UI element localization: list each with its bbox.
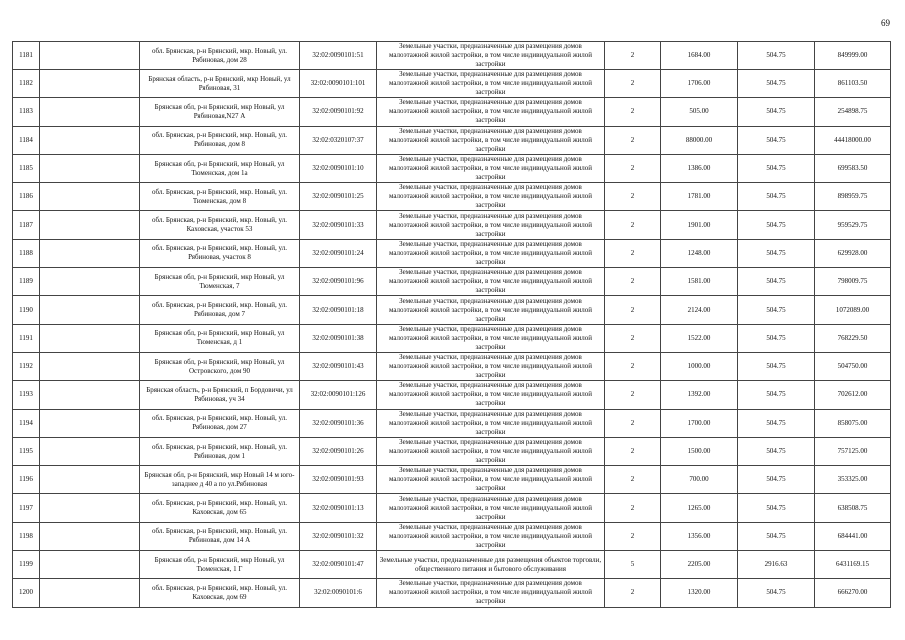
row-number: 1187 bbox=[13, 211, 40, 239]
row-number: 1192 bbox=[13, 352, 40, 380]
cadastral-number-cell: 32:02:0090101:26 bbox=[300, 437, 377, 465]
cadastral-number-cell: 32:02:0090101:43 bbox=[300, 352, 377, 380]
group-code-cell: 2 bbox=[605, 211, 661, 239]
table-row bbox=[13, 211, 891, 239]
group-code-cell: 5 bbox=[605, 551, 661, 579]
specific-value-cell: 504.75 bbox=[738, 126, 815, 154]
cadastral-value-cell: 702612.00 bbox=[815, 381, 891, 409]
specific-value-cell: 504.75 bbox=[738, 522, 815, 550]
spacer-cell bbox=[40, 296, 140, 324]
row-number: 1200 bbox=[13, 579, 40, 607]
row-number: 1185 bbox=[13, 154, 40, 182]
spacer-cell bbox=[40, 352, 140, 380]
area-cell: 1581.00 bbox=[661, 268, 738, 296]
spacer-cell bbox=[40, 42, 140, 70]
table-body bbox=[13, 42, 891, 608]
land-use-cell: Земельные участки, предназначенные для размещения домов малоэтажной жилой застройки, в том числе индивидуальной жилой застройки bbox=[377, 437, 605, 465]
spacer-cell bbox=[40, 70, 140, 98]
row-number: 1197 bbox=[13, 494, 40, 522]
cadastral-number-cell: 32:02:0090101:32 bbox=[300, 522, 377, 550]
spacer-cell bbox=[40, 522, 140, 550]
land-use-cell: Земельные участки, предназначенные для размещения домов малоэтажной жилой застройки, в том числе индивидуальной жилой застройки bbox=[377, 211, 605, 239]
area-cell: 1000.00 bbox=[661, 352, 738, 380]
cadastral-number-cell: 32:02:0090101:47 bbox=[300, 551, 377, 579]
address-cell: обл. Брянская, р-н Брянский, мкр. Новый, ул. Рябиновая, дом 28 bbox=[140, 42, 300, 70]
cadastral-value-cell: 504750.00 bbox=[815, 352, 891, 380]
specific-value-cell: 504.75 bbox=[738, 324, 815, 352]
group-code-cell: 2 bbox=[605, 352, 661, 380]
cadastral-value-cell: 254898.75 bbox=[815, 98, 891, 126]
land-use-cell: Земельные участки, предназначенные для размещения домов малоэтажной жилой застройки, в том числе индивидуальной жилой застройки bbox=[377, 409, 605, 437]
cadastral-value-cell: 666270.00 bbox=[815, 579, 891, 607]
cadastral-number-cell: 32:02:0090101:51 bbox=[300, 42, 377, 70]
address-cell: обл. Брянская, р-н Брянский, мкр. Новый, ул. Каховская, участок 53 bbox=[140, 211, 300, 239]
row-number: 1199 bbox=[13, 551, 40, 579]
row-number: 1194 bbox=[13, 409, 40, 437]
cadastral-value-table bbox=[12, 41, 891, 608]
row-number: 1198 bbox=[13, 522, 40, 550]
table-row bbox=[13, 352, 891, 380]
page-number: 69 bbox=[881, 18, 890, 28]
area-cell: 1684.00 bbox=[661, 42, 738, 70]
specific-value-cell: 504.75 bbox=[738, 268, 815, 296]
cadastral-value-cell: 959529.75 bbox=[815, 211, 891, 239]
table-row bbox=[13, 409, 891, 437]
spacer-cell bbox=[40, 268, 140, 296]
cadastral-number-cell: 32:02:0090101:101 bbox=[300, 70, 377, 98]
row-number: 1196 bbox=[13, 466, 40, 494]
specific-value-cell: 504.75 bbox=[738, 211, 815, 239]
address-cell: Брянская обл, р-н Брянский, мкр Новый, ул Тюменская, 7 bbox=[140, 268, 300, 296]
area-cell: 1522.00 bbox=[661, 324, 738, 352]
table-row bbox=[13, 381, 891, 409]
cadastral-value-cell: 757125.00 bbox=[815, 437, 891, 465]
spacer-cell bbox=[40, 409, 140, 437]
cadastral-value-cell: 849999.00 bbox=[815, 42, 891, 70]
spacer-cell bbox=[40, 494, 140, 522]
cadastral-number-cell: 32:02:0320107:37 bbox=[300, 126, 377, 154]
cadastral-value-cell: 699583.50 bbox=[815, 154, 891, 182]
spacer-cell bbox=[40, 551, 140, 579]
land-use-cell: Земельные участки, предназначенные для размещения домов малоэтажной жилой застройки, в том числе индивидуальной жилой застройки bbox=[377, 381, 605, 409]
cadastral-value-cell: 638508.75 bbox=[815, 494, 891, 522]
cadastral-number-cell: 32:02:0090101:18 bbox=[300, 296, 377, 324]
area-cell: 2124.00 bbox=[661, 296, 738, 324]
land-use-cell: Земельные участки, предназначенные для размещения домов малоэтажной жилой застройки, в том числе индивидуальной жилой застройки bbox=[377, 352, 605, 380]
land-use-cell: Земельные участки, предназначенные для размещения домов малоэтажной жилой застройки, в том числе индивидуальной жилой застройки bbox=[377, 466, 605, 494]
group-code-cell: 2 bbox=[605, 154, 661, 182]
area-cell: 1392.00 bbox=[661, 381, 738, 409]
cadastral-value-cell: 629928.00 bbox=[815, 239, 891, 267]
address-cell: Брянская обл, р-н Брянский, мкр Новый, ул Тюменская, д 1 bbox=[140, 324, 300, 352]
cadastral-number-cell: 32:02:0090101:93 bbox=[300, 466, 377, 494]
specific-value-cell: 2916.63 bbox=[738, 551, 815, 579]
land-use-cell: Земельные участки, предназначенные для размещения домов малоэтажной жилой застройки, в том числе индивидуальной жилой застройки bbox=[377, 522, 605, 550]
spacer-cell bbox=[40, 98, 140, 126]
cadastral-value-cell: 44418000.00 bbox=[815, 126, 891, 154]
spacer-cell bbox=[40, 437, 140, 465]
address-cell: обл. Брянская, р-н Брянский, мкр. Новый, ул. Рябиновая, дом 14 А bbox=[140, 522, 300, 550]
group-code-cell: 2 bbox=[605, 579, 661, 607]
cadastral-value-cell: 798009.75 bbox=[815, 268, 891, 296]
area-cell: 1248.00 bbox=[661, 239, 738, 267]
group-code-cell: 2 bbox=[605, 494, 661, 522]
land-use-cell: Земельные участки, предназначенные для размещения домов малоэтажной жилой застройки, в том числе индивидуальной жилой застройки bbox=[377, 268, 605, 296]
row-number: 1186 bbox=[13, 183, 40, 211]
table-row bbox=[13, 98, 891, 126]
area-cell: 2205.00 bbox=[661, 551, 738, 579]
address-cell: обл. Брянская, р-н Брянский, мкр. Новый, ул. Рябиновая, дом 27 bbox=[140, 409, 300, 437]
area-cell: 1265.00 bbox=[661, 494, 738, 522]
group-code-cell: 2 bbox=[605, 70, 661, 98]
spacer-cell bbox=[40, 183, 140, 211]
table-row bbox=[13, 268, 891, 296]
group-code-cell: 2 bbox=[605, 409, 661, 437]
group-code-cell: 2 bbox=[605, 381, 661, 409]
table-row bbox=[13, 437, 891, 465]
land-use-cell: Земельные участки, предназначенные для размещения домов малоэтажной жилой застройки, в том числе индивидуальной жилой застройки bbox=[377, 494, 605, 522]
cadastral-number-cell: 32:02:0090101:126 bbox=[300, 381, 377, 409]
group-code-cell: 2 bbox=[605, 296, 661, 324]
row-number: 1182 bbox=[13, 70, 40, 98]
spacer-cell bbox=[40, 154, 140, 182]
land-use-cell: Земельные участки, предназначенные для размещения домов малоэтажной жилой застройки, в том числе индивидуальной жилой застройки bbox=[377, 579, 605, 607]
area-cell: 1320.00 bbox=[661, 579, 738, 607]
land-use-cell: Земельные участки, предназначенные для размещения домов малоэтажной жилой застройки, в том числе индивидуальной жилой застройки bbox=[377, 324, 605, 352]
land-use-cell: Земельные участки, предназначенные для размещения домов малоэтажной жилой застройки, в том числе индивидуальной жилой застройки bbox=[377, 126, 605, 154]
spacer-cell bbox=[40, 324, 140, 352]
area-cell: 1901.00 bbox=[661, 211, 738, 239]
specific-value-cell: 504.75 bbox=[738, 579, 815, 607]
cadastral-number-cell: 32:02:0090101:38 bbox=[300, 324, 377, 352]
address-cell: обл. Брянская, р-н Брянский, мкр. Новый, ул. Тюменская, дом 8 bbox=[140, 183, 300, 211]
group-code-cell: 2 bbox=[605, 239, 661, 267]
group-code-cell: 2 bbox=[605, 98, 661, 126]
spacer-cell bbox=[40, 579, 140, 607]
table-row bbox=[13, 522, 891, 550]
table-row bbox=[13, 154, 891, 182]
address-cell: Брянская обл, р-н Брянский, мкр Новый, ул Островского, дом 90 bbox=[140, 352, 300, 380]
address-cell: обл. Брянская, р-н Брянский, мкр. Новый, ул. Рябиновая, дом 8 bbox=[140, 126, 300, 154]
specific-value-cell: 504.75 bbox=[738, 437, 815, 465]
table-row bbox=[13, 551, 891, 579]
table-row bbox=[13, 296, 891, 324]
address-cell: обл. Брянская, р-н Брянский, мкр. Новый, ул. Каховская, дом 65 bbox=[140, 494, 300, 522]
row-number: 1193 bbox=[13, 381, 40, 409]
specific-value-cell: 504.75 bbox=[738, 466, 815, 494]
row-number: 1184 bbox=[13, 126, 40, 154]
spacer-cell bbox=[40, 381, 140, 409]
group-code-cell: 2 bbox=[605, 324, 661, 352]
row-number: 1195 bbox=[13, 437, 40, 465]
row-number: 1188 bbox=[13, 239, 40, 267]
address-cell: Брянская область, р-н Брянский, п Бордовичи, ул Рябиновая, уч 34 bbox=[140, 381, 300, 409]
cadastral-value-cell: 858075.00 bbox=[815, 409, 891, 437]
area-cell: 1781.00 bbox=[661, 183, 738, 211]
specific-value-cell: 504.75 bbox=[738, 42, 815, 70]
address-cell: Брянская область, р-н Брянский, мкр Новый, ул Рябиновая, 31 bbox=[140, 70, 300, 98]
cadastral-value-cell: 861103.50 bbox=[815, 70, 891, 98]
cadastral-value-cell: 684441.00 bbox=[815, 522, 891, 550]
land-use-cell: Земельные участки, предназначенные для размещения домов малоэтажной жилой застройки, в том числе индивидуальной жилой застройки bbox=[377, 42, 605, 70]
group-code-cell: 2 bbox=[605, 268, 661, 296]
land-use-cell: Земельные участки, предназначенные для размещения домов малоэтажной жилой застройки, в том числе индивидуальной жилой застройки bbox=[377, 98, 605, 126]
row-number: 1183 bbox=[13, 98, 40, 126]
specific-value-cell: 504.75 bbox=[738, 239, 815, 267]
spacer-cell bbox=[40, 211, 140, 239]
spacer-cell bbox=[40, 466, 140, 494]
address-cell: обл. Брянская, р-н Брянский, мкр. Новый, ул. Рябиновая, участок 8 bbox=[140, 239, 300, 267]
cadastral-number-cell: 32:02:0090101:13 bbox=[300, 494, 377, 522]
specific-value-cell: 504.75 bbox=[738, 183, 815, 211]
land-use-cell: Земельные участки, предназначенные для размещения объектов торговли, общественного питания и бытового обслуживания bbox=[377, 551, 605, 579]
cadastral-number-cell: 32:02:0090101:24 bbox=[300, 239, 377, 267]
row-number: 1181 bbox=[13, 42, 40, 70]
area-cell: 1700.00 bbox=[661, 409, 738, 437]
table-row bbox=[13, 466, 891, 494]
area-cell: 1706.00 bbox=[661, 70, 738, 98]
group-code-cell: 2 bbox=[605, 42, 661, 70]
specific-value-cell: 504.75 bbox=[738, 98, 815, 126]
specific-value-cell: 504.75 bbox=[738, 352, 815, 380]
group-code-cell: 2 bbox=[605, 126, 661, 154]
row-number: 1191 bbox=[13, 324, 40, 352]
cadastral-value-cell: 6431169.15 bbox=[815, 551, 891, 579]
spacer-cell bbox=[40, 239, 140, 267]
address-cell: Брянская обл, р-н Брянский, мкр Новый, ул Рябиновая,N27 А bbox=[140, 98, 300, 126]
land-use-cell: Земельные участки, предназначенные для размещения домов малоэтажной жилой застройки, в том числе индивидуальной жилой застройки bbox=[377, 296, 605, 324]
spacer-cell bbox=[40, 126, 140, 154]
cadastral-value-cell: 353325.00 bbox=[815, 466, 891, 494]
table-row bbox=[13, 42, 891, 70]
address-cell: Брянская обл, р-н Брянский, мкр Новый, ул Тюменская, 1 Г bbox=[140, 551, 300, 579]
table-row bbox=[13, 126, 891, 154]
group-code-cell: 2 bbox=[605, 466, 661, 494]
land-use-cell: Земельные участки, предназначенные для размещения домов малоэтажной жилой застройки, в том числе индивидуальной жилой застройки bbox=[377, 183, 605, 211]
area-cell: 700.00 bbox=[661, 466, 738, 494]
land-use-cell: Земельные участки, предназначенные для размещения домов малоэтажной жилой застройки, в том числе индивидуальной жилой застройки bbox=[377, 154, 605, 182]
table-row bbox=[13, 579, 891, 607]
area-cell: 505.00 bbox=[661, 98, 738, 126]
cadastral-number-cell: 32:02:0090101:25 bbox=[300, 183, 377, 211]
cadastral-number-cell: 32:02:0090101:33 bbox=[300, 211, 377, 239]
specific-value-cell: 504.75 bbox=[738, 296, 815, 324]
group-code-cell: 2 bbox=[605, 437, 661, 465]
address-cell: Брянская обл, р-н Брянский, мкр Новый, ул Тюменская, дом 1а bbox=[140, 154, 300, 182]
address-cell: обл. Брянская, р-н Брянский, мкр. Новый, ул. Рябиновая, дом 1 bbox=[140, 437, 300, 465]
row-number: 1190 bbox=[13, 296, 40, 324]
area-cell: 1356.00 bbox=[661, 522, 738, 550]
specific-value-cell: 504.75 bbox=[738, 70, 815, 98]
specific-value-cell: 504.75 bbox=[738, 381, 815, 409]
land-use-cell: Земельные участки, предназначенные для размещения домов малоэтажной жилой застройки, в том числе индивидуальной жилой застройки bbox=[377, 70, 605, 98]
cadastral-value-cell: 768229.50 bbox=[815, 324, 891, 352]
cadastral-number-cell: 32:02:0090101:96 bbox=[300, 268, 377, 296]
cadastral-value-cell: 898959.75 bbox=[815, 183, 891, 211]
specific-value-cell: 504.75 bbox=[738, 409, 815, 437]
table-row bbox=[13, 239, 891, 267]
area-cell: 88000.00 bbox=[661, 126, 738, 154]
table-row bbox=[13, 70, 891, 98]
cadastral-value-cell: 1072089.00 bbox=[815, 296, 891, 324]
cadastral-number-cell: 32:02:0090101:6 bbox=[300, 579, 377, 607]
row-number: 1189 bbox=[13, 268, 40, 296]
cadastral-number-cell: 32:02:0090101:92 bbox=[300, 98, 377, 126]
group-code-cell: 2 bbox=[605, 522, 661, 550]
land-use-cell: Земельные участки, предназначенные для размещения домов малоэтажной жилой застройки, в том числе индивидуальной жилой застройки bbox=[377, 239, 605, 267]
area-cell: 1500.00 bbox=[661, 437, 738, 465]
table-row bbox=[13, 183, 891, 211]
table-row bbox=[13, 494, 891, 522]
cadastral-number-cell: 32:02:0090101:10 bbox=[300, 154, 377, 182]
address-cell: Брянская обл, р-н Брянский, мкр Новый 14 м юго-западнее д 40 а по ул.Рябиновая bbox=[140, 466, 300, 494]
area-cell: 1386.00 bbox=[661, 154, 738, 182]
address-cell: обл. Брянская, р-н Брянский, мкр. Новый, ул. Каховская, дом 69 bbox=[140, 579, 300, 607]
specific-value-cell: 504.75 bbox=[738, 154, 815, 182]
group-code-cell: 2 bbox=[605, 183, 661, 211]
cadastral-number-cell: 32:02:0090101:36 bbox=[300, 409, 377, 437]
specific-value-cell: 504.75 bbox=[738, 494, 815, 522]
address-cell: обл. Брянская, р-н Брянский, мкр. Новый, ул. Рябиновая, дом 7 bbox=[140, 296, 300, 324]
table-row bbox=[13, 324, 891, 352]
